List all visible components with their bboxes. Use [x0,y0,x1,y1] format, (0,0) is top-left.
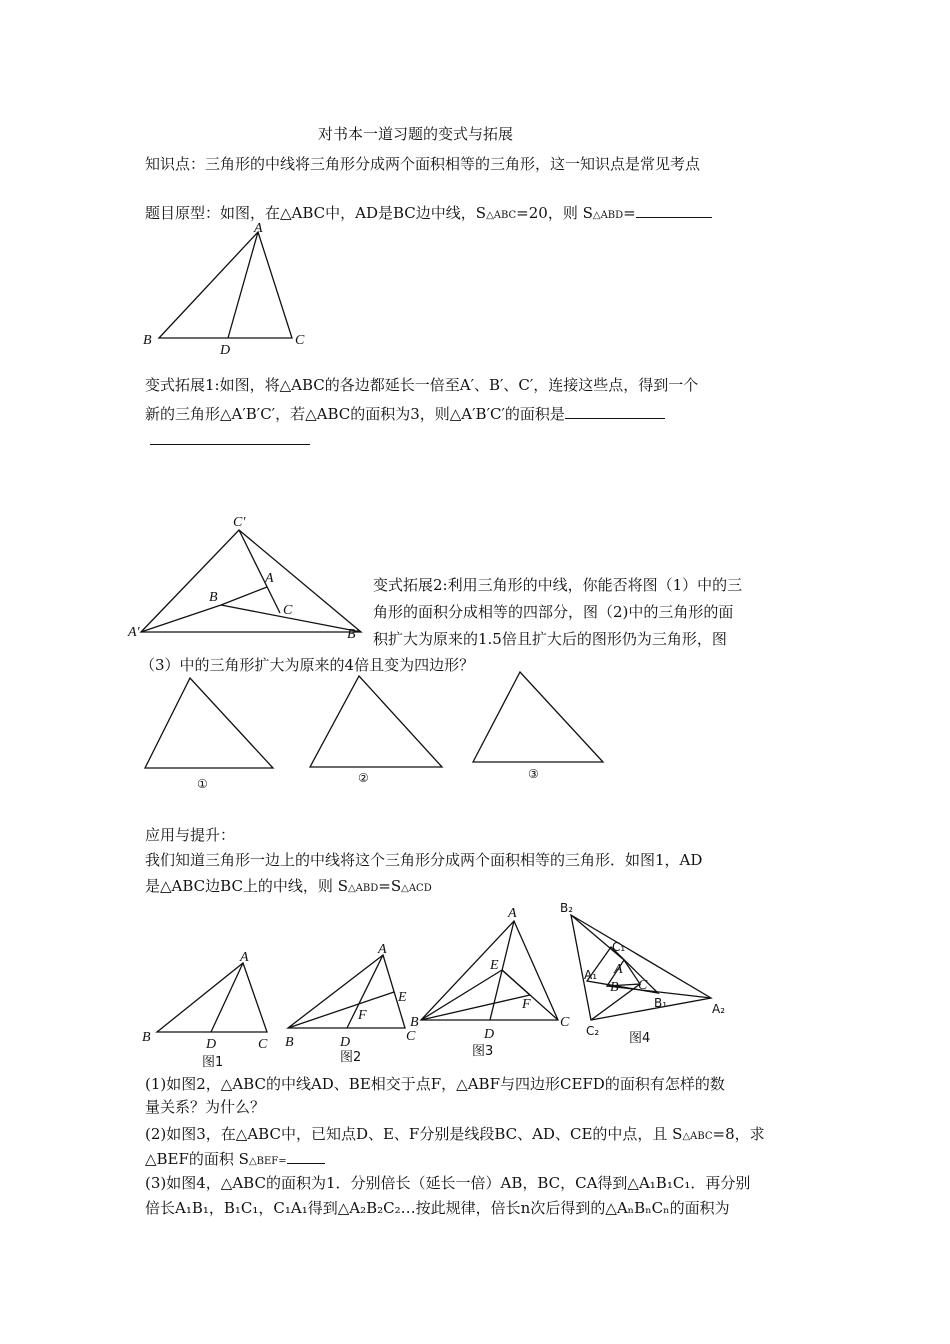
svg-text:②: ② [358,771,369,785]
svg-text:C: C [406,1029,416,1044]
svg-text:A′: A′ [128,625,140,640]
variant1-figure [125,510,375,640]
knowledge-point: 知识点：三角形的中线将三角形分成两个面积相等的三角形，这一知识点是常见考点 [145,155,701,173]
answer-blank-continued[interactable] [150,430,310,445]
svg-text:C: C [638,978,648,993]
svg-text:A: A [240,950,249,965]
svg-text:C₂: C₂ [586,1024,600,1038]
svg-text:图4: 图4 [629,1031,651,1046]
svg-text:B: B [410,1015,419,1030]
application-line2: 是△ABC边BC上的中线，则 S△ABD=S△ACD [145,877,432,895]
svg-text:E: E [398,990,407,1005]
question1-line1: (1)如图2，△ABC的中线AD、BE相交于点F，△ABF与四边形CEFD的面积有怎样的数 [145,1075,725,1093]
svg-text:C: C [258,1037,268,1052]
svg-text:A₁: A₁ [584,968,598,982]
variant2-line1: 变式拓展2:利用三角形的中线，你能否将图（1）中的三 [373,576,743,594]
svg-text:A: A [508,906,517,921]
answer-blank[interactable] [565,404,665,419]
svg-text:D: D [340,1035,351,1050]
svg-text:B: B [209,590,218,605]
question1-line2: 量关系？为什么？ [145,1098,266,1116]
svg-text:B₁: B₁ [654,996,668,1010]
figures-row [140,895,740,1080]
figure1-triangle [157,963,267,1032]
svg-text:B′: B′ [347,627,359,642]
question3-line1: (3)如图4，△ABC的面积为1．分别倍长（延长一倍）AB，BC，CA得到△A₁B₁C₁．再分别 [145,1174,751,1192]
svg-text:A: A [614,962,623,977]
svg-text:B: B [143,333,152,348]
svg-text:A: A [254,221,263,236]
svg-text:F: F [358,1008,367,1023]
svg-text:C: C [295,333,305,348]
variant2-line4: （3）中的三角形扩大为原来的4倍且变为四边形？ [140,656,475,674]
svg-text:①: ① [197,777,208,791]
svg-text:B₂: B₂ [560,901,574,915]
svg-text:B: B [610,980,619,995]
svg-text:图3: 图3 [472,1044,494,1059]
application-heading: 应用与提升： [145,826,236,844]
svg-text:A₂: A₂ [712,1002,726,1016]
svg-text:B: B [142,1030,151,1045]
svg-text:C: C [283,603,293,618]
svg-text:E: E [490,958,499,973]
svg-text:D: D [484,1027,495,1042]
prototype-question: 题目原型：如图，在△ABC中，AD是BC边中线，S△ABC=20，则 S△ABD= [145,203,712,226]
svg-text:D: D [220,343,231,358]
svg-text:D: D [206,1037,217,1052]
svg-text:C₁: C₁ [612,940,626,954]
svg-text:C′: C′ [233,515,246,530]
svg-text:③: ③ [528,767,539,781]
answer-blank[interactable] [636,203,712,218]
svg-text:A: A [265,571,274,586]
question2-line2: △BEF的面积 S△BEF= [145,1149,325,1172]
application-line1: 我们知道三角形一边上的中线将这个三角形分成两个面积相等的三角形．如图1，AD [145,851,703,869]
svg-text:A: A [378,942,387,957]
variant2-line2: 角形的面积分成相等的四部分，图（2)中的三角形的面 [373,603,734,621]
svg-text:图2: 图2 [340,1050,362,1065]
svg-text:F: F [522,997,531,1012]
svg-text:B: B [285,1035,294,1050]
svg-text:C: C [560,1015,570,1030]
question2-line1: (2)如图3，在△ABC中，已知点D、E、F分别是线段BC、AD、CE的中点，且 S△ABC=8，求 [145,1125,765,1143]
triangles-row [140,670,620,795]
prototype-figure [140,218,320,358]
figure2-triangle [288,955,405,1028]
svg-text:图1: 图1 [202,1055,224,1070]
variant1-line1: 变式拓展1:如图，将△ABC的各边都延长一倍至A′、B′、C′，连接这些点，得到一个 [145,376,699,394]
variant1-line2: 新的三角形△A′B′C′，若△ABC的面积为3，则△A′B′C′的面积是 [145,404,665,424]
answer-blank[interactable] [287,1149,325,1164]
page-title: 对书本一道习题的变式与拓展 [318,125,514,143]
variant2-line3: 积扩大为原来的1.5倍且扩大后的图形仍为三角形，图 [373,630,727,648]
question3-line2: 倍长A₁B₁，B₁C₁，C₁A₁得到△A₂B₂C₂…按此规律，倍长n次后得到的△AₙBₙCₙ的面积为 [145,1199,730,1217]
